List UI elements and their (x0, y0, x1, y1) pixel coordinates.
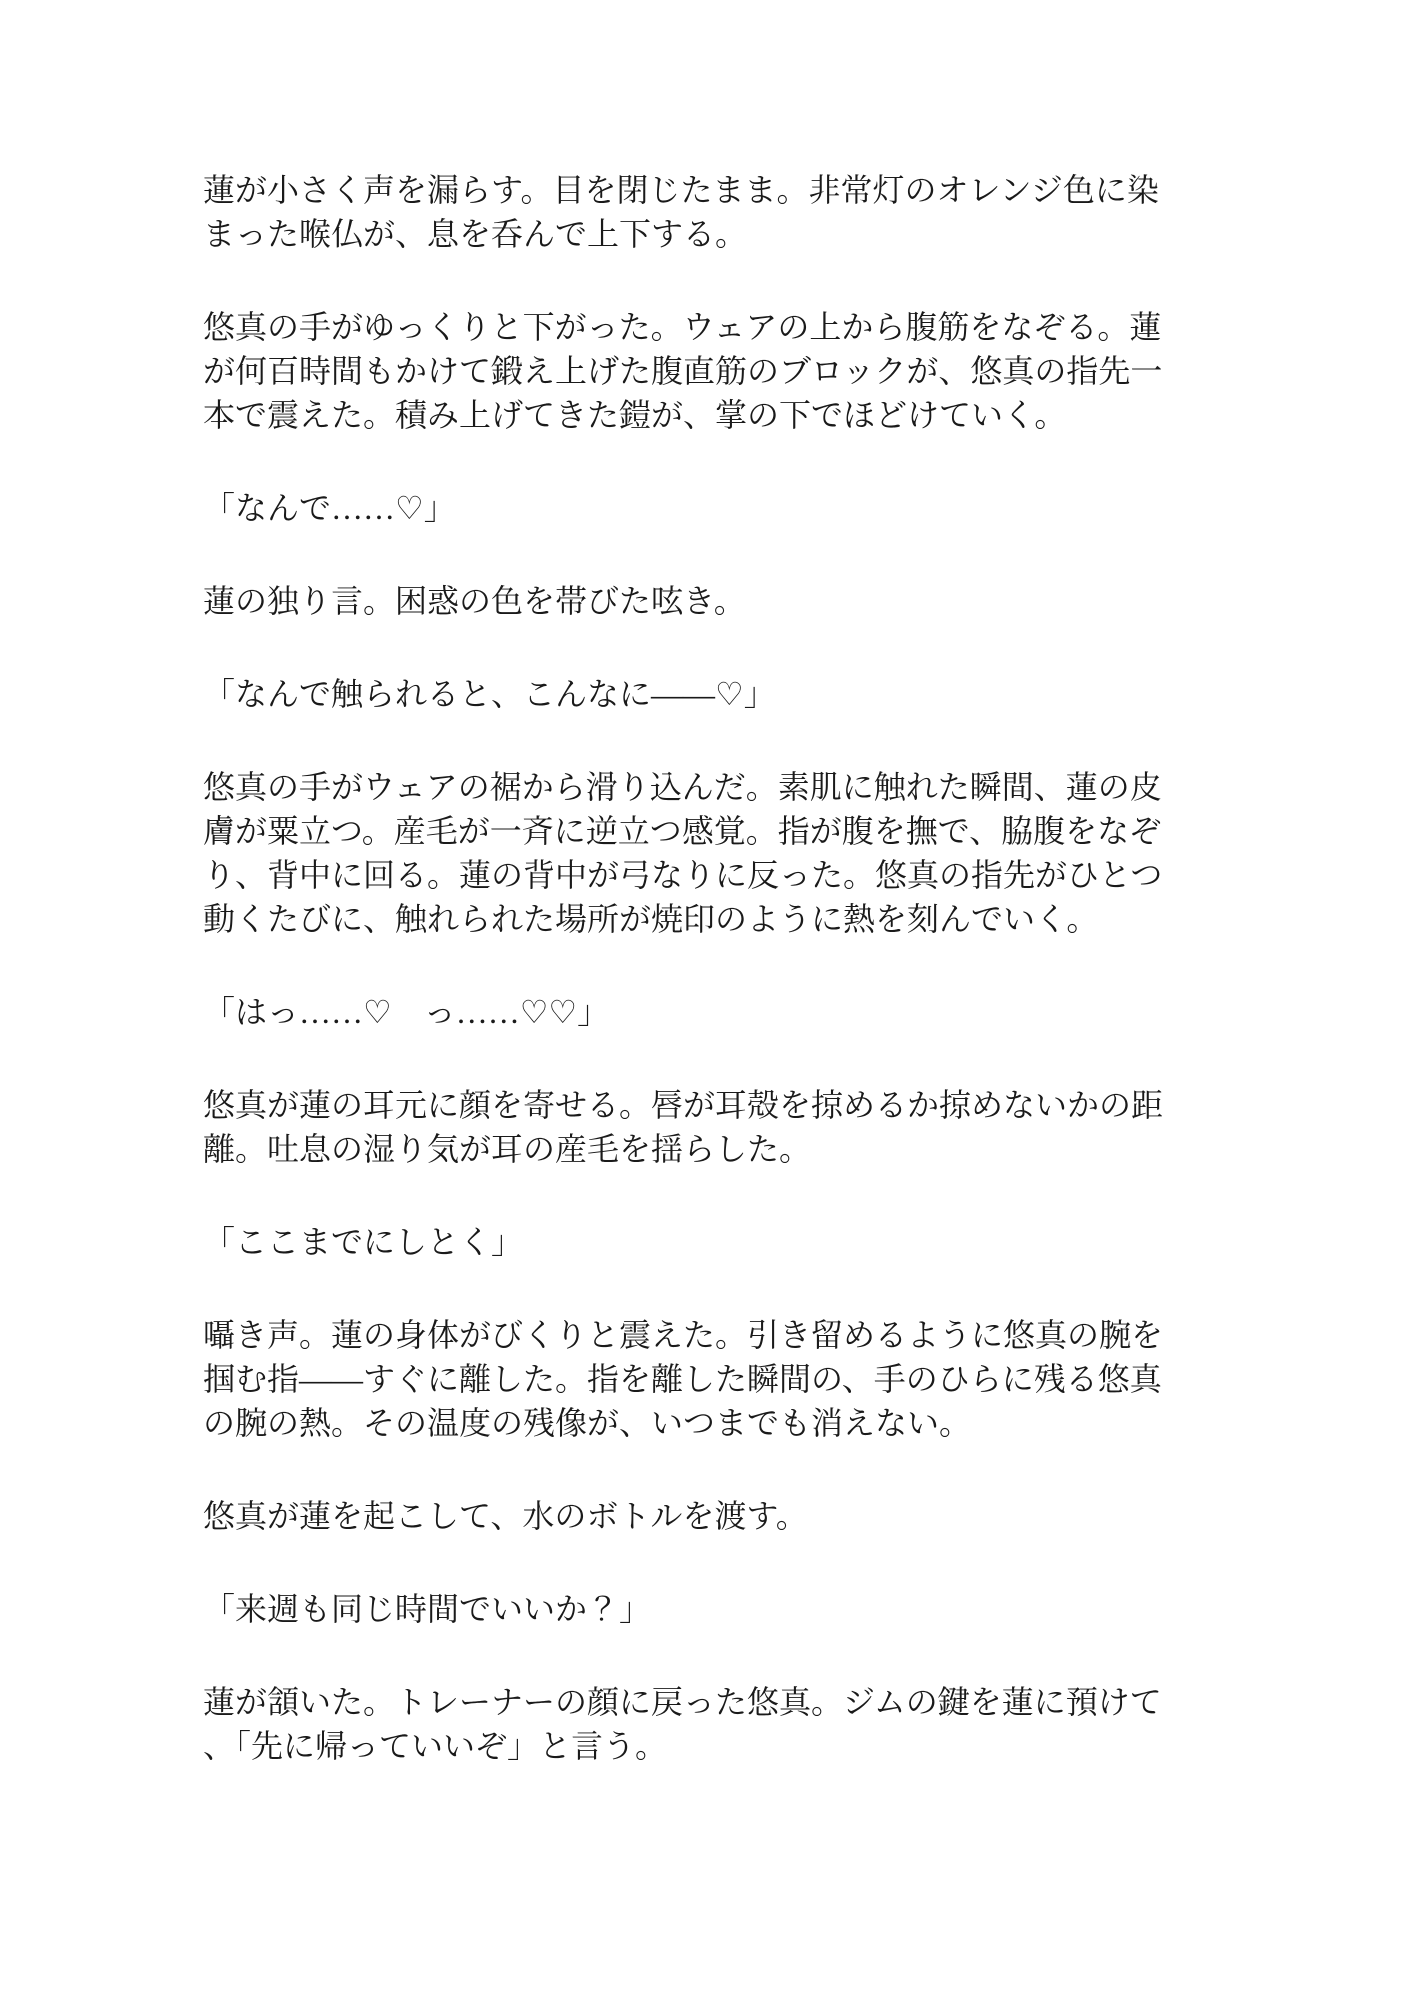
text-line: 悠真が蓮の耳元に顔を寄せる。唇が耳殻を掠めるか掠めないかの距 (203, 1087, 1164, 1123)
paragraph (203, 305, 1165, 437)
paragraph (203, 765, 1165, 941)
text-line: 動くたびに、触れられた場所が焼印のように熱を刻んでいく。 (203, 901, 1099, 937)
paragraph (203, 1313, 1165, 1445)
paragraph (203, 168, 1165, 256)
text-line: 膚が粟立つ。産毛が一斉に逆立つ感覚。指が腹を撫で、脇腹をなぞ (203, 813, 1162, 849)
text-line: 掴む指――すぐに離した。指を離した瞬間の、手のひらに残る悠真 (203, 1361, 1162, 1397)
text-line: 「来週も同じ時間でいいか？」 (203, 1591, 652, 1627)
text-line: 悠真の手がウェアの裾から滑り込んだ。素肌に触れた瞬間、蓮の皮 (203, 769, 1162, 805)
text-line: 「はっ……♡ っ……♡♡」 (203, 994, 610, 1030)
paragraph (203, 1494, 1165, 1538)
paragraph (203, 579, 1165, 623)
text-block (203, 168, 1165, 1817)
text-line: 離。吐息の湿り気が耳の産毛を揺らした。 (203, 1131, 812, 1167)
paragraph (203, 990, 1165, 1034)
text-line: 蓮が小さく声を漏らす。目を閉じたまま。非常灯のオレンジ色に染 (203, 172, 1159, 208)
text-line: 囁き声。蓮の身体がびくりと震えた。引き留めるように悠真の腕を (203, 1317, 1164, 1353)
paragraph (203, 1083, 1165, 1171)
text-line: が何百時間もかけて鍛え上げた腹直筋のブロックが、悠真の指先一 (203, 353, 1163, 389)
text-line: 蓮の独り言。困惑の色を帯びた呟き。 (203, 583, 746, 619)
text-line: 悠真の手がゆっくりと下がった。ウェアの上から腹筋をなぞる。蓮 (203, 309, 1162, 345)
text-line: 悠真が蓮を起こして、水のボトルを渡す。 (203, 1498, 808, 1534)
paragraph (203, 1220, 1165, 1264)
paragraph (203, 1680, 1165, 1768)
text-line: 「なんで触られると、こんなに――♡」 (203, 676, 776, 712)
text-line: まった喉仏が、息を呑んで上下する。 (203, 216, 748, 252)
paragraph (203, 672, 1165, 716)
text-line: 蓮が頷いた。トレーナーの顔に戻った悠真。ジムの鍵を蓮に預けて (203, 1684, 1162, 1720)
text-line: 「ここまでにしとく」 (203, 1224, 524, 1260)
paragraph (203, 1587, 1165, 1631)
text-line: り、背中に回る。蓮の背中が弓なりに反った。悠真の指先がひとつ (203, 857, 1163, 893)
paragraph (203, 486, 1165, 530)
text-line: 、「先に帰っていいぞ」と言う。 (203, 1728, 668, 1764)
text-line: 「なんで……♡」 (203, 490, 456, 526)
text-line: 本で震えた。積み上げてきた鎧が、掌の下でほどけていく。 (203, 397, 1067, 433)
text-line: の腕の熱。その温度の残像が、いつまでも消えない。 (203, 1405, 972, 1441)
